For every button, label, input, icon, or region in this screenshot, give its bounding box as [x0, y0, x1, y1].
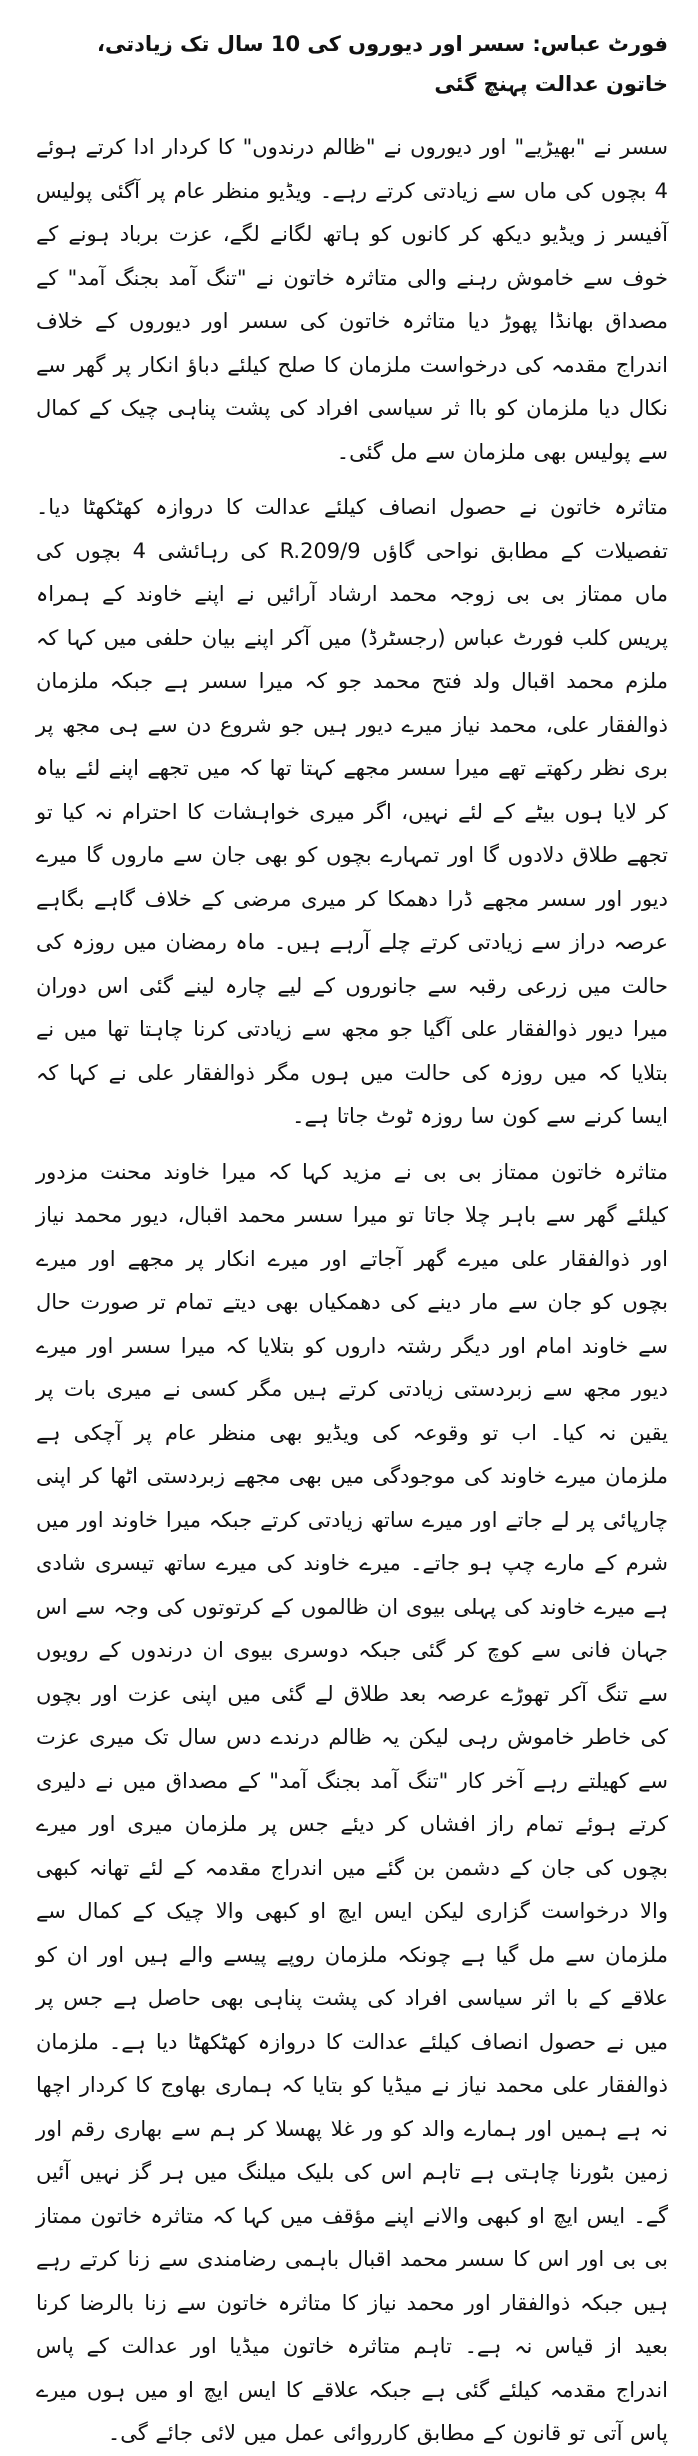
- article-paragraph-2: متاثرہ خاتون نے حصول انصاف کیلئے عدالت کا دروازہ کھٹکھٹا دیا۔ تفصیلات کے مطابق نواحی گاؤں 9/R.209 کی رہائشی 4 بچوں کی ماں ممتاز بی بی زوجہ محمد ارشاد آرائیں نے اپنے خاوند کے ہمراہ پریس کلب فورٹ عباس (رجسٹرڈ) میں آکر اپنے بیان حلفی میں کہا کہ ملزم محمد اقبال ولد فتح محمد جو کہ میرا سسر ہے جبکہ ملزمان ذوالفقار علی، محمد نیاز میرے دیور ہیں جو شروع دن سے ہی مجھ پر بری نظر رکھتے تھے میرا سسر مجھے کہتا تھا کہ میں تجھے اپنے لئے بیاہ کر لایا ہوں بیٹے کے لئے نہیں، اگر میری خواہشات کا احترام نہ کیا تو تجھے طلاق دلادوں گا اور تمہارے بچوں کو بھی جان سے ماروں گا میرے دیور اور سسر مجھے ڈرا دھمکا کر میری مرضی کے خلاف گاہے بگاہے عرصہ دراز سے زیادتی کرتے چلے آرہے ہیں۔ ماہ رمضان میں روزہ کی حالت میں زرعی رقبہ سے جانوروں کے لیے چارہ لینے گئی اس دوران میرا دیور ذوالفقار علی آگیا جو مجھ سے زیادتی کرنا چاہتا تھا میں نے بتلایا کہ میں روزہ کی حالت میں ہوں مگر ذوالفقار علی نے کہا کہ ایسا کرنے سے کون سا روزہ ٹوٹ جاتا ہے۔: [36, 495, 669, 1128]
- article-paragraph-3: متاثرہ خاتون ممتاز بی بی نے مزید کہا کہ میرا خاوند محنت مزدور کیلئے گھر سے باہر چلا جاتا تو میرا سسر محمد اقبال، دیور محمد نیاز اور ذوالفقار علی میرے گھر آجاتے اور میرے انکار پر مجھے اور میرے بچوں کو جان سے مار دینے کی دھمکیاں بھی دیتے تمام تر صورت حال سے خاوند امام اور دیگر رشتہ داروں کو بتلایا کہ میرا سسر اور میرے دیور مجھ سے زبردستی زیادتی کرتے ہیں مگر کسی نے میری بات پر یقین نہ کیا۔ اب تو وقوعہ کی ویڈیو بھی منظر عام پر آچکی ہے ملزمان میرے خاوند کی موجودگی میں بھی مجھے زبردستی اٹھا کر اپنی چارپائی پر لے جاتے اور میرے ساتھ زیادتی کرتے جبکہ میرا خاوند اور میں شرم کے مارے چپ ہو جاتے۔ میرے خاوند کی میرے ساتھ تیسری شادی ہے میرے خاوند کی پہلی بیوی ان ظالموں کے کرتوتوں کی وجہ سے اس جہان فانی سے کوچ کر گئی جبکہ دوسری بیوی ان درندوں کے رویوں سے تنگ آکر تھوڑے عرصہ بعد طلاق لے گئی میں اپنی عزت اور بچوں کی خاطر خاموش رہی لیکن یہ ظالم درندے دس سال تک میری عزت سے کھیلتے رہے آخر کار "تنگ آمد بجنگ آمد" کے مصداق میں نے دلیری کرتے ہوئے تمام راز افشاں کر دیئے جس پر ملزمان میری اور میرے بچوں کی جان کے دشمن بن گئے میں اندراج مقدمہ کے لئے تھانہ کبھی والا درخواست گزاری لیکن ایس ایچ او کبھی والا چیک کے کمال سے ملزمان سے مل گیا ہے چونکہ ملزمان روپے پیسے والے ہیں اور ان کو علاقے کے با اثر سیاسی افراد کی پشت پناہی بھی حاصل ہے جس پر میں نے حصول انصاف کیلئے عدالت کا دروازہ کھٹکھٹا دیا ہے۔ ملزمان ذوالفقار علی محمد نیاز نے میڈیا کو بتایا کہ ہماری بھاوج کا کردار اچھا نہ ہے ہمیں اور ہمارے والد کو ور غلا پھسلا کر ہم سے بھاری رقم اور زمین بٹورنا چاہتی ہے تاہم اس کی بلیک میلنگ میں ہر گز نہیں آئیں گے۔ ایس ایچ او کبھی والانے اپنے مؤقف میں کہا کہ متاثرہ خاتون ممتاز بی بی اور اس کا سسر محمد اقبال باہمی رضامندی سے زنا کرتے رہے ہیں جبکہ ذوالفقار اور محمد نیاز کا متاثرہ خاتون سے زنا بالرضا کرنا بعید از قیاس نہ ہے۔ تاہم متاثرہ خاتون میڈیا اور عدالت کے پاس اندراج مقدمہ کیلئے گئی ہے جبکہ علاقے کا ایس ایچ او میں ہوں میرے پاس آتی تو قانون کے مطابق کارروائی عمل میں لائی جائے گی۔: [36, 1159, 668, 2445]
- article-headline: فورٹ عباس: سسر اور دیوروں کی 10 سال تک زیادتی، خاتون عدالت پہنچ گئی: [97, 32, 668, 96]
- article-paragraph-1: سسر نے "بھیڑیے" اور دیوروں نے "ظالم درندوں" کا کردار ادا کرتے ہوئے 4 بچوں کی ماں سے زیادتی کرتے رہے۔ ویڈیو منظر عام پر آگئی پولیس آفیسر ز ویڈیو دیکھ کر کانوں کو ہاتھ لگانے لگے، عزت برباد ہونے کے خوف سے خاموش رہنے والی متاثرہ خاتون نے "تنگ آمد بجنگ آمد" کے مصداق بھانڈا پھوڑ دیا متاثرہ خاتون کی سسر اور دیوروں کے خلاف اندراج مقدمہ کی درخواست ملزمان کا صلح کیلئے دباؤ انکار پر گھر سے نکال دیا ملزمان کو باا ثر سیاسی افراد کی پشت پناہی چیک کے کمال سے پولیس بھی ملزمان سے مل گئی۔: [36, 135, 668, 464]
